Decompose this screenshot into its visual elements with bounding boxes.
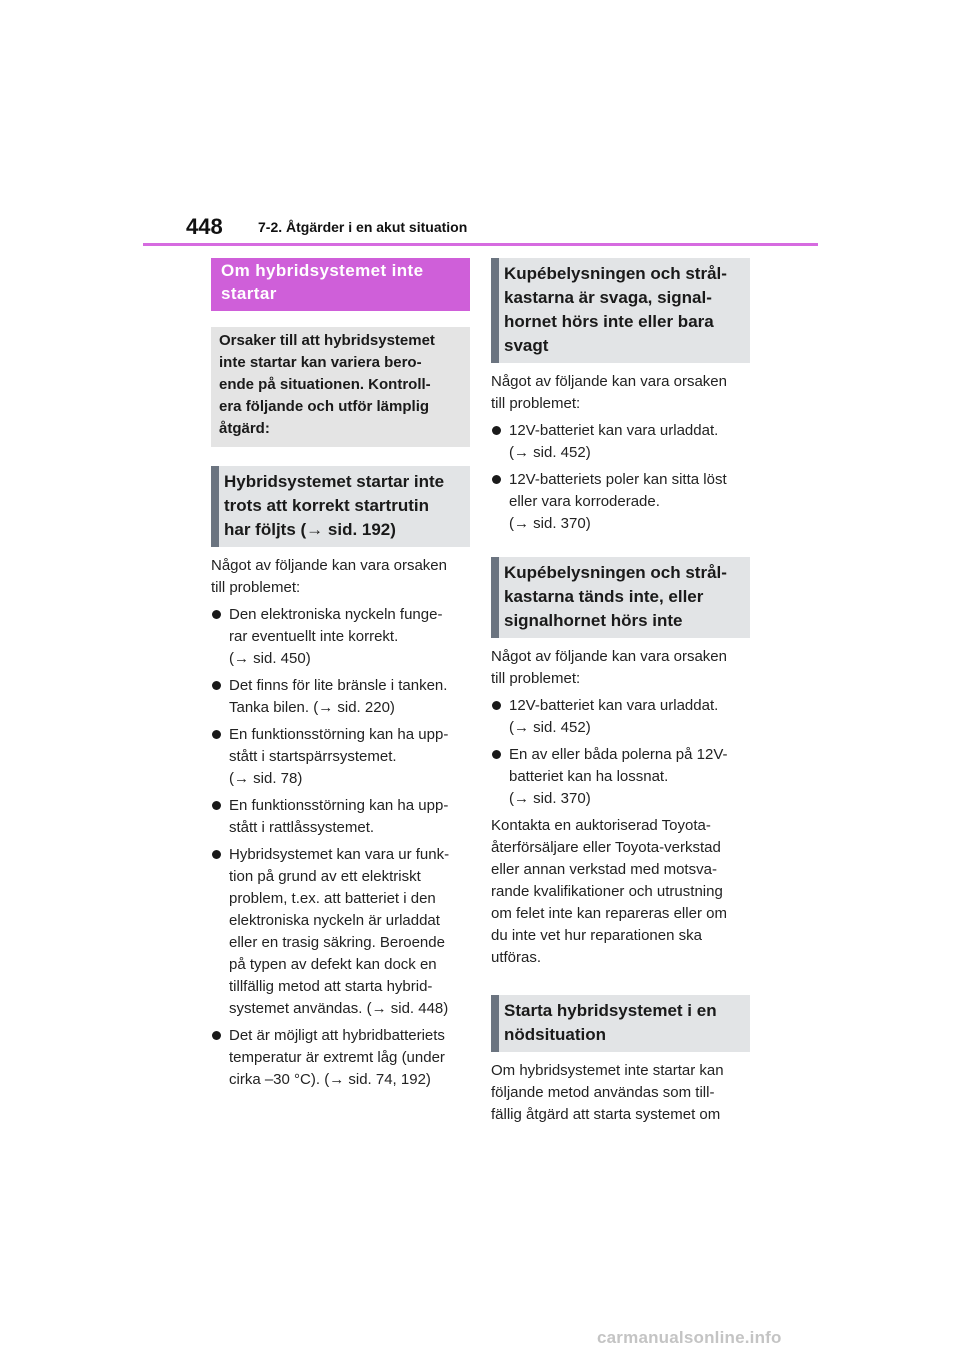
text-line: Kontakta en auktoriserad Toyota- (491, 817, 711, 834)
heading-line: kastarna tänds inte, eller (504, 587, 704, 606)
text-line: Tanka bilen. (→ sid. 220) (229, 699, 395, 716)
text-line: (→ sid. 370) (509, 790, 591, 807)
intro-note (211, 327, 470, 447)
subheading-emergency-start (491, 995, 750, 1052)
text-line: Något av följande kan vara orsaken (491, 373, 727, 390)
text-line: om felet inte kan repareras eller om (491, 905, 727, 922)
note-line: åtgärd: (219, 420, 270, 437)
heading-line: nödsituation (504, 1025, 606, 1044)
text-line: till problemet: (211, 579, 301, 596)
text-line: fällig åtgärd att starta systemet om (491, 1106, 721, 1123)
text-line: 12V-batteriet kan vara urladdat. (509, 422, 719, 439)
text-line: temperatur är extremt låg (under (229, 1049, 445, 1066)
section-title: 7-2. Åtgärder i en akut situation (258, 219, 468, 235)
list-item (491, 695, 750, 739)
contact-paragraph (491, 815, 750, 969)
subheading-no-lights (491, 557, 750, 638)
text-line: till problemet: (491, 395, 581, 412)
text-line: 12V-batteriets poler kan sitta löst (509, 471, 727, 488)
text-line: följande metod användas som till- (491, 1084, 715, 1101)
header-divider (143, 243, 818, 246)
text-line: tillfällig metod att starta hybrid- (229, 978, 433, 995)
text-line: En funktionsstörning kan ha upp- (229, 726, 449, 743)
list-item (491, 469, 750, 535)
text-line: (→ sid. 370) (509, 515, 591, 532)
right-column (491, 258, 750, 1126)
heading-line: signalhornet hörs inte (504, 611, 683, 630)
heading-line: trots att korrekt startrutin (224, 496, 429, 515)
text-line: eller annan verkstad med motsva- (491, 861, 717, 878)
text-line: Hybridsystemet kan vara ur funk- (229, 846, 450, 863)
text-line: Något av följande kan vara orsaken (491, 648, 727, 665)
text-line: på typen av defekt kan dock en (229, 956, 437, 973)
text-line: problem, t.ex. att batteriet i den (229, 890, 436, 907)
text-line: utföras. (491, 949, 542, 966)
text-line: Något av följande kan vara orsaken (211, 557, 447, 574)
list-item (211, 844, 470, 1020)
text-line: (→ sid. 78) (229, 770, 303, 787)
text-line: tion på grund av ett elektriskt (229, 868, 421, 885)
text-line: eller en trasig säkring. Beroende (229, 934, 445, 951)
main-heading-line: startar (221, 284, 277, 303)
list-item (211, 675, 470, 719)
cause-list (491, 420, 750, 535)
cause-list (491, 695, 750, 810)
text-line: elektroniska nyckeln är urladdat (229, 912, 440, 929)
heading-line: kastarna är svaga, signal- (504, 288, 712, 307)
heading-line: Kupébelysningen och strål- (504, 563, 727, 582)
note-line: inte startar kan variera bero- (219, 354, 422, 371)
text-line: batteriet kan ha lossnat. (509, 768, 669, 785)
intro-paragraph (491, 371, 750, 415)
subheading-weak-lights (491, 258, 750, 363)
page-number: 448 (186, 214, 223, 239)
note-line: era följande och utför lämplig (219, 398, 430, 415)
text-line: stått i rattlåssystemet. (229, 819, 375, 836)
heading-line: har följts (→ sid. 192) (224, 520, 396, 539)
text-line: rar eventuellt inte korrekt. (229, 628, 399, 645)
heading-line: Starta hybridsystemet i en (504, 1001, 717, 1020)
closing-paragraph (491, 1060, 750, 1126)
text-line: cirka –30 °C). (→ sid. 74, 192) (229, 1071, 431, 1088)
text-line: rande kvalifikationer och utrustning (491, 883, 723, 900)
intro-paragraph (491, 646, 750, 690)
subheading-start-fails (211, 466, 470, 547)
heading-line: Kupébelysningen och strål- (504, 264, 727, 283)
list-item (211, 724, 470, 790)
text-line: Det är möjligt att hybridbatteriets (229, 1027, 445, 1044)
main-heading (211, 258, 470, 311)
heading-line: Hybridsystemet startar inte (224, 472, 445, 491)
watermark-link[interactable]: carmanualsonline.info (597, 1328, 782, 1347)
list-item (211, 1025, 470, 1091)
intro-paragraph (211, 555, 470, 599)
text-line: systemet användas. (→ sid. 448) (229, 1000, 449, 1017)
text-line: En av eller båda polerna på 12V- (509, 746, 728, 763)
list-item (211, 604, 470, 670)
text-line: stått i startspärrsystemet. (229, 748, 397, 765)
list-item (211, 795, 470, 839)
list-item (491, 420, 750, 464)
text-line: En funktionsstörning kan ha upp- (229, 797, 449, 814)
text-line: 12V-batteriet kan vara urladdat. (509, 697, 719, 714)
note-line: ende på situationen. Kontroll- (219, 376, 431, 393)
text-line: Det finns för lite bränsle i tanken. (229, 677, 448, 694)
heading-line: hornet hörs inte eller bara (504, 312, 714, 331)
text-line: Den elektroniska nyckeln funge- (229, 606, 443, 623)
text-line: eller vara korroderade. (509, 493, 660, 510)
heading-line: svagt (504, 336, 549, 355)
main-heading-line: Om hybridsystemet inte (221, 261, 424, 280)
left-column (211, 258, 470, 1091)
note-line: Orsaker till att hybridsystemet (219, 332, 435, 349)
text-line: återförsäljare eller Toyota-verkstad (491, 839, 721, 856)
text-line: du inte vet hur reparationen ska (491, 927, 702, 944)
text-line: till problemet: (491, 670, 581, 687)
list-item (491, 744, 750, 810)
text-line: (→ sid. 452) (509, 719, 591, 736)
text-line: (→ sid. 452) (509, 444, 591, 461)
text-line: Om hybridsystemet inte startar kan (491, 1062, 724, 1079)
text-line: (→ sid. 450) (229, 650, 311, 667)
cause-list (211, 604, 470, 1091)
